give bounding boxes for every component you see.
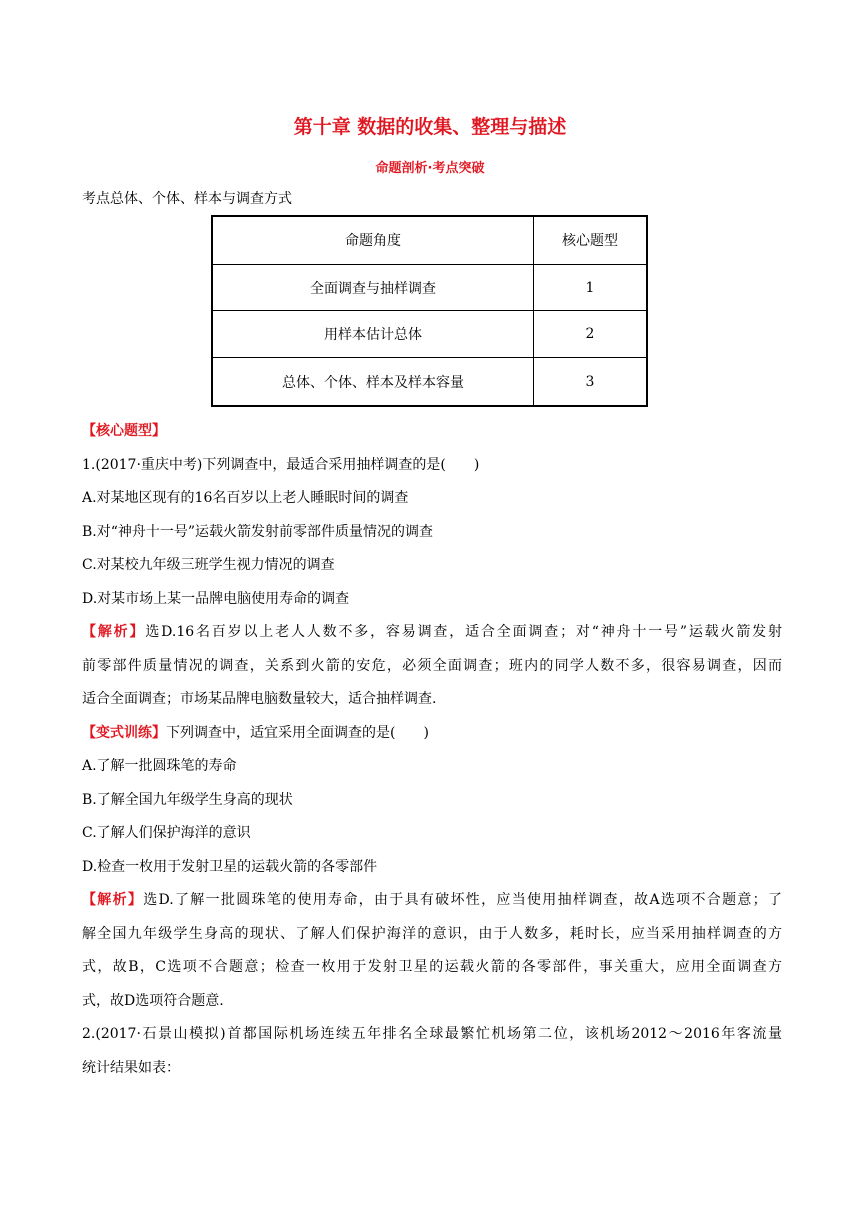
question-1-analysis-line: 前零部件质量情况的调查，关系到火箭的安危，必须全面调查；班内的同学人数不多，很容易调查，因而 bbox=[82, 657, 782, 674]
chapter-subtitle: 命题剖析·考点突破 bbox=[375, 161, 485, 176]
analysis-tag: 【解析】 bbox=[82, 892, 144, 908]
variant-analysis-line bbox=[82, 884, 782, 918]
question-1-option-d: D.对某市场上某一品牌电脑使用寿命的调查 bbox=[82, 590, 350, 607]
section-title: 考点总体、个体、样本与调查方式 bbox=[82, 191, 292, 207]
table-header-cell: 核心题型 bbox=[534, 216, 648, 264]
variant-analysis-line: 式，故B，C选项不合题意；检查一枚用于发射卫星的运载火箭的各零部件，事关重大，应用全面调查方 bbox=[82, 959, 782, 975]
variant-option-d: D.检查一枚用于发射卫星的运载火箭的各零部件 bbox=[82, 858, 378, 875]
question-2-line: 2.(2017·石景山模拟)首都国际机场连续五年排名全球最繁忙机场第二位，该机场2012～2016年客流量 bbox=[82, 1026, 782, 1042]
content-body bbox=[82, 415, 782, 1085]
variant-option-a: A.了解一批圆珠笔的寿命 bbox=[82, 758, 237, 774]
question-1-stem: 1.(2017·重庆中考)下列调查中，最适合采用抽样调查的是( ) bbox=[82, 456, 480, 473]
table-cell: 用样本估计总体 bbox=[212, 311, 534, 358]
question-1-analysis-line: 适合全面调查；市场某品牌电脑数量较大，适合抽样调查. bbox=[82, 691, 437, 707]
question-2-line: 统计结果如表： bbox=[82, 1059, 180, 1076]
table-cell: 1 bbox=[534, 264, 648, 311]
table-cell: 全面调查与抽样调查 bbox=[212, 264, 534, 311]
table-header-cell: 命题角度 bbox=[212, 216, 534, 264]
table-row bbox=[212, 358, 647, 406]
core-tag: 【核心题型】 bbox=[82, 423, 166, 439]
variant-analysis-line: 式，故D选项符合题意. bbox=[82, 992, 224, 1009]
variant-stem: 下列调查中，适宜采用全面调查的是( ) bbox=[166, 724, 429, 741]
table-header-row bbox=[212, 216, 647, 264]
topic-table bbox=[211, 215, 648, 407]
table-cell: 3 bbox=[534, 358, 648, 406]
variant-analysis-line: 解全国九年级学生身高的现状、了解人们保护海洋的意识，由于人数多，耗时长，应当采用抽样调查的方 bbox=[82, 925, 782, 942]
table-row bbox=[212, 264, 647, 311]
core-tag-line bbox=[82, 415, 782, 449]
chapter-title: 第十章 数据的收集、整理与描述 bbox=[293, 116, 567, 138]
variant-tag: 【变式训练】 bbox=[82, 724, 166, 741]
variant-option-c: C.了解人们保护海洋的意识 bbox=[82, 825, 251, 841]
variant-stem-line bbox=[82, 717, 782, 751]
variant-option-b: B.了解全国九年级学生身高的现状 bbox=[82, 791, 293, 808]
question-1-analysis-line bbox=[82, 616, 782, 650]
question-1-option-c: C.对某校九年级三班学生视力情况的调查 bbox=[82, 557, 335, 573]
question-1-option-b: B.对“神舟十一号”运载火箭发射前零部件质量情况的调查 bbox=[82, 523, 434, 540]
table-cell: 总体、个体、样本及样本容量 bbox=[212, 358, 534, 406]
analysis-text: 选D.了解一批圆珠笔的使用寿命，由于具有破坏性，应当使用抽样调查，故A选项不合题意；了 bbox=[143, 892, 782, 908]
table-cell: 2 bbox=[534, 311, 648, 358]
table-row bbox=[212, 311, 647, 358]
question-1-option-a: A.对某地区现有的16名百岁以上老人睡眠时间的调查 bbox=[82, 490, 409, 506]
analysis-text: 选D.16名百岁以上老人人数不多，容易调查，适合全面调查；对“神舟十一号”运载火箭发射 bbox=[145, 624, 782, 640]
analysis-tag: 【解析】 bbox=[82, 624, 146, 640]
